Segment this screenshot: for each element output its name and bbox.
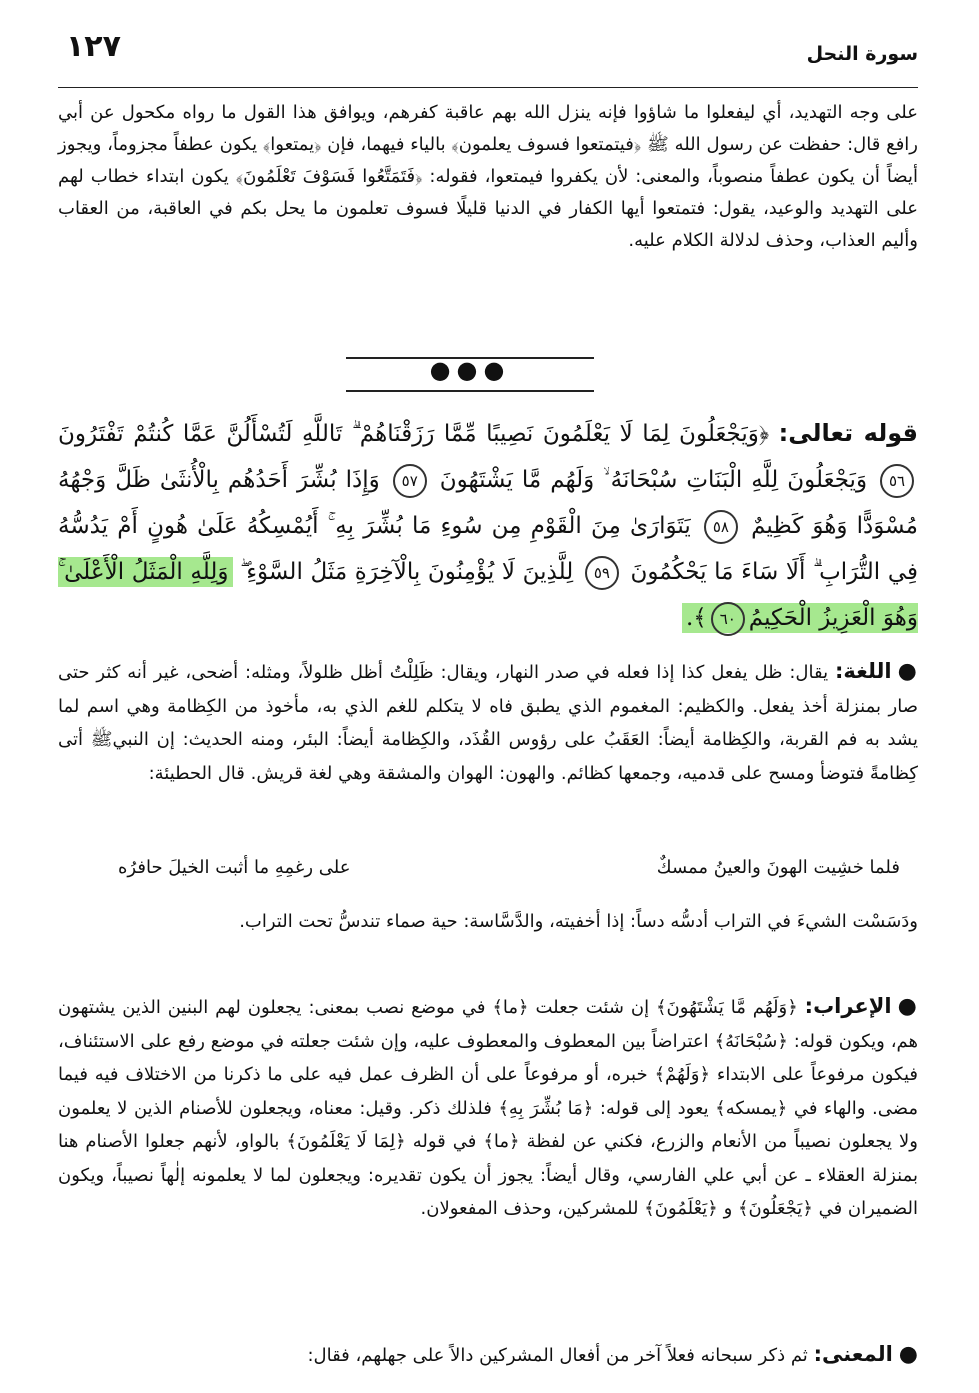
verse-text-59: يَتَوَارَىٰ مِنَ الْقَوْمِ مِن سُوءِ مَا بُشِّرَ بِهِ ۚ أَيُمْسِكُهُ عَلَىٰ هُونٍ أَمْ يَدُسُّهُ فِي التُّرَابِ ۗ أَلَا سَاءَ مَا يَحْكُمُونَ <box>58 513 918 585</box>
section-heading-grammar: الإعراب: <box>804 994 892 1018</box>
poem-hemistich-first: فلما خشِيت الهونَ والعينُ ممسكٌ <box>656 857 900 878</box>
intro-paragraph: على وجه التهديد، أي ليفعلوا ما شاؤوا فإنه ينزل الله بهم عاقبة كفرهم، ويوافق هذا القول ما رواه مكحول عن أبي رافع قال: حفظت عن رسول الله ﷺ ﴿فيتمتعوا فسوف يعلمون﴾ بالياء فيهما، فإن ﴿يمتعوا﴾ يكون عطفاً مجزوماً، ويجوز أيضاً أن يكون عطفاً منصوباً، والمعنى: لأن يكفروا فيمتعوا، فقوله: ﴿فَتَمَتَّعُوا فَسَوْفَ تَعْلَمُونَ﴾ يكون ابتداء خطاب لهم على التهديد والوعيد، يقول: فتمتعوا أيها الكفار في الدنيا قليلًا فسوف تعلمون ما يحل بكم في العاقبة، من العقاب وأليم العذاب، وحذف لدلالة الكلام عليه. <box>58 102 918 251</box>
meaning-section <box>58 1338 918 1373</box>
section-heading-meaning: المعنى: <box>813 1342 893 1366</box>
verse-label: قوله تعالى: <box>778 419 918 447</box>
book-page <box>58 25 918 1370</box>
poetry-verse <box>58 853 918 889</box>
grammar-text: ﴿وَلَهُم مَّا يَشْتَهُونَ﴾ إن شئت جعلت ﴿ما﴾ في موضع نصب بمعنى: يجعلون لهم البنين الذين يشتهون هم، ويكون قوله: ﴿سُبْحَانَهُ﴾ اعتراضاً بين المعطوف والمعطوف عليه، وإن شئت جعلته في موضع رفع على الاستئناف، فيكون مرفوعاً على الابتداء ﴿وَلَهُمْ﴾ خبره، أو مرفوعاً على أن الظرف عمل فيه على ما ذكرنا من الاختلاف فيه فيما مضى. والهاء في ﴿يمسكه﴾ يعود إلى قوله: ﴿مَا بُشِّرَ بِهِ﴾ فلذلك ذكر. وقيل: معناه، ويجعلون للأصنام الذين لا يعلمون ولا يجعلون نصيباً من الأنعام والزرع، فكني عن لفظة ﴿ما﴾ في قوله ﴿لِمَا لَا يَعْلَمُونَ﴾ بالواو، لأنهم جعلوا الأصنام هنا بمنزلة العقلاء ـ عن أبي علي الفارسي، وقال أيضاً: يجوز أن يكون تقديره: ويجعلون لما لا يعلمونه إلٰهاً نصيباً، ويكون الضميران في ﴿يَجْعَلُونَ﴾ و ﴿يَعْلَمُونَ﴾ للمشركين، وحذف المفعولان. <box>58 997 918 1219</box>
grammar-section <box>58 990 918 1226</box>
verse-text-58: وَإِذَا بُشِّرَ أَحَدُهُم بِالْأُنثَىٰ ظَلَّ وَجْهُهُ مُسْوَدًّا وَهُوَ كَظِيمٌ <box>58 467 919 539</box>
language-text: يقال: ظل يفعل كذا إذا فعله في صدر النهار، ويقال: ظَلِلْتُ أظل ظلولاً، ومثله: أضحى، غير أنه كثر حتى صار بمنزلة أخذ يفعل. والكظيم: المغموم الذي يطبق فاه لا يتكلم للغم الذي به، مأخوذ من الكِظامة وهي اسم لما يشد به فم القربة، والكِظامة أيضاً: العَقَبُ على رؤوس القُذَد، والكِظامة أيضاً: البئر، ومنه الحديث: إن النبيﷺ أتى كِظامةً فتوضأ ومسح على قدميه، وجمعها كظائم. والهون: الهوان والمشقة وهي لغة قريش. قال الحطيئة: <box>58 662 918 784</box>
page-header <box>58 25 918 88</box>
verse-text-57: وَيَجْعَلُونَ لِلَّهِ الْبَنَاتِ سُبْحَانَهُ ۙ وَلَهُم مَّا يَشْتَهُونَ <box>439 467 868 493</box>
meaning-text: ثم ذكر سبحانه فعلاً آخر من أفعال المشركين دالاً على جهلهم، فقال: <box>307 1345 808 1366</box>
bullet-icon: ● <box>897 659 918 684</box>
quran-verse-block <box>58 410 918 641</box>
section-separator <box>58 355 918 393</box>
verse-text-56: ﴿وَيَجْعَلُونَ لِمَا لَا يَعْلَمُونَ نَصِيبًا مِّمَّا رَزَقْنَاهُمْ ۗ تَاللَّهِ لَتُسْأَلُنَّ عَمَّا كُنتُمْ تَفْتَرُونَ <box>58 421 770 447</box>
poem-hemistich-second: على رغمِهِ ما أثبت الخيلَ حافرُه <box>118 857 351 878</box>
verse-number-60: ٦٠ <box>711 602 745 636</box>
surah-title: سورة النحل <box>806 43 918 65</box>
bullet-icon: ● <box>897 994 918 1019</box>
separator-line-bottom <box>346 390 594 392</box>
verse-text-60a: لِلَّذِينَ لَا يُؤْمِنُونَ بِالْآخِرَةِ مَثَلُ السَّوْءِ ۖ <box>240 559 574 585</box>
language-section <box>58 655 918 790</box>
section-heading-language: اللغة: <box>834 659 892 683</box>
verse-close-bracket: ﴾. <box>685 605 707 631</box>
verse-number-58: ٥٨ <box>704 510 738 544</box>
verse-number-59: ٥٩ <box>585 556 619 590</box>
page-number: ١٢٧ <box>66 29 121 64</box>
bullet-icon: ● <box>898 1342 918 1367</box>
highlighted-verse-content: وَلِلَّهِ الْمَثَلُ الْأَعْلَىٰ ۚ وَهُوَ الْعَزِيزُ الْحَكِيمُ <box>58 559 918 631</box>
verse-number-57: ٥٧ <box>393 464 427 498</box>
after-poem-paragraph: ودَسَسْت الشيءَ في التراب أدسُّه دساً: إذا أخفيته، والدَّسَّاسة: حية صماء تندسُّ تحت التراب. <box>239 911 918 932</box>
verse-number-56: ٥٦ <box>880 464 914 498</box>
separator-dots: ●●● <box>429 356 511 384</box>
